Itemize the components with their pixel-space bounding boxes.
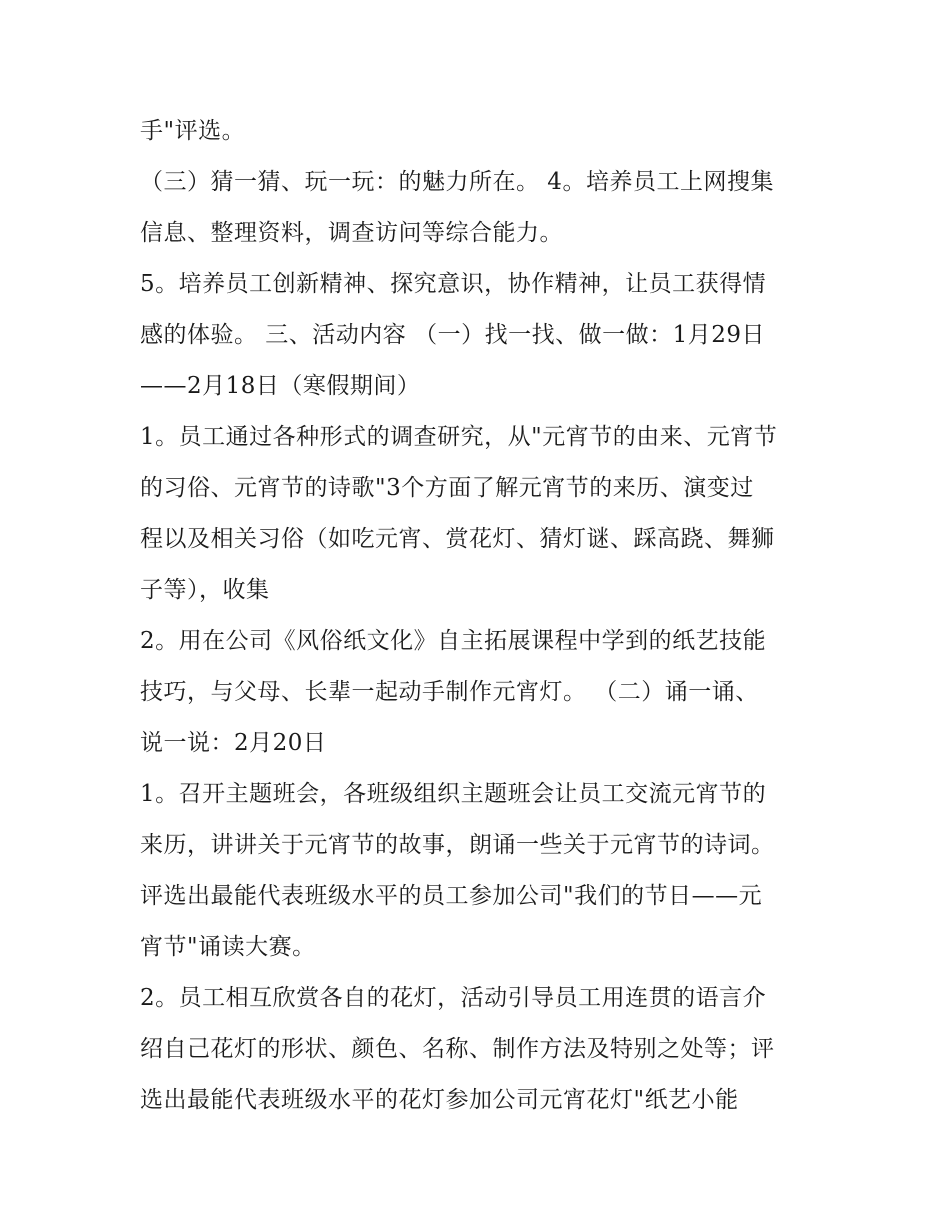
- text-line: 2。员工相互欣赏各自的花灯，活动引导员工用连贯的语言介: [140, 985, 767, 1011]
- text-line: 的习俗、元宵节的诗歌"3个方面了解元宵节的来历、演变过: [140, 475, 754, 501]
- text-line: 绍自己花灯的形状、颜色、名称、制作方法及特别之处等；评: [140, 1036, 775, 1062]
- text-line: （三）猜一猜、玩一玩：的魅力所在。 4。培养员工上网搜集: [140, 169, 774, 195]
- text-line: 5。培养员工创新精神、探究意识，协作精神，让员工获得情: [140, 271, 767, 297]
- text-line: 来历，讲讲关于元宵节的故事，朗诵一些关于元宵节的诗词。: [140, 832, 775, 858]
- text-line: 程以及相关习俗（如吃元宵、赏花灯、猜灯谜、踩高跷、舞狮: [140, 526, 775, 552]
- text-line: 手"评选。: [140, 118, 246, 144]
- text-line: 宵节"诵读大赛。: [140, 934, 316, 960]
- text-line: 1。员工通过各种形式的调查研究，从"元宵节的由来、元宵节: [140, 424, 778, 450]
- text-line: 技巧，与父母、长辈一起动手制作元宵灯。 （二）诵一诵、: [140, 679, 759, 705]
- text-line: 评选出最能代表班级水平的员工参加公司"我们的节日——元: [140, 883, 763, 909]
- text-line: 1。召开主题班会，各班级组织主题班会让员工交流元宵节的: [140, 781, 767, 807]
- text-line: 子等），收集: [140, 577, 270, 603]
- text-line: 说一说：2月20日: [140, 730, 327, 756]
- text-line: ——2月18日（寒假期间）: [140, 373, 421, 399]
- text-line: 信息、整理资料，调查访问等综合能力。: [140, 220, 563, 246]
- text-line: 2。用在公司《风俗纸文化》自主拓展课程中学到的纸艺技能: [140, 628, 767, 654]
- text-line: 选出最能代表班级水平的花灯参加公司元宵花灯"纸艺小能: [140, 1087, 739, 1113]
- text-line: 感的体验。 三、活动内容 （一）找一找、做一做：1月29日: [140, 322, 766, 348]
- document-page: [140, 110, 820, 1130]
